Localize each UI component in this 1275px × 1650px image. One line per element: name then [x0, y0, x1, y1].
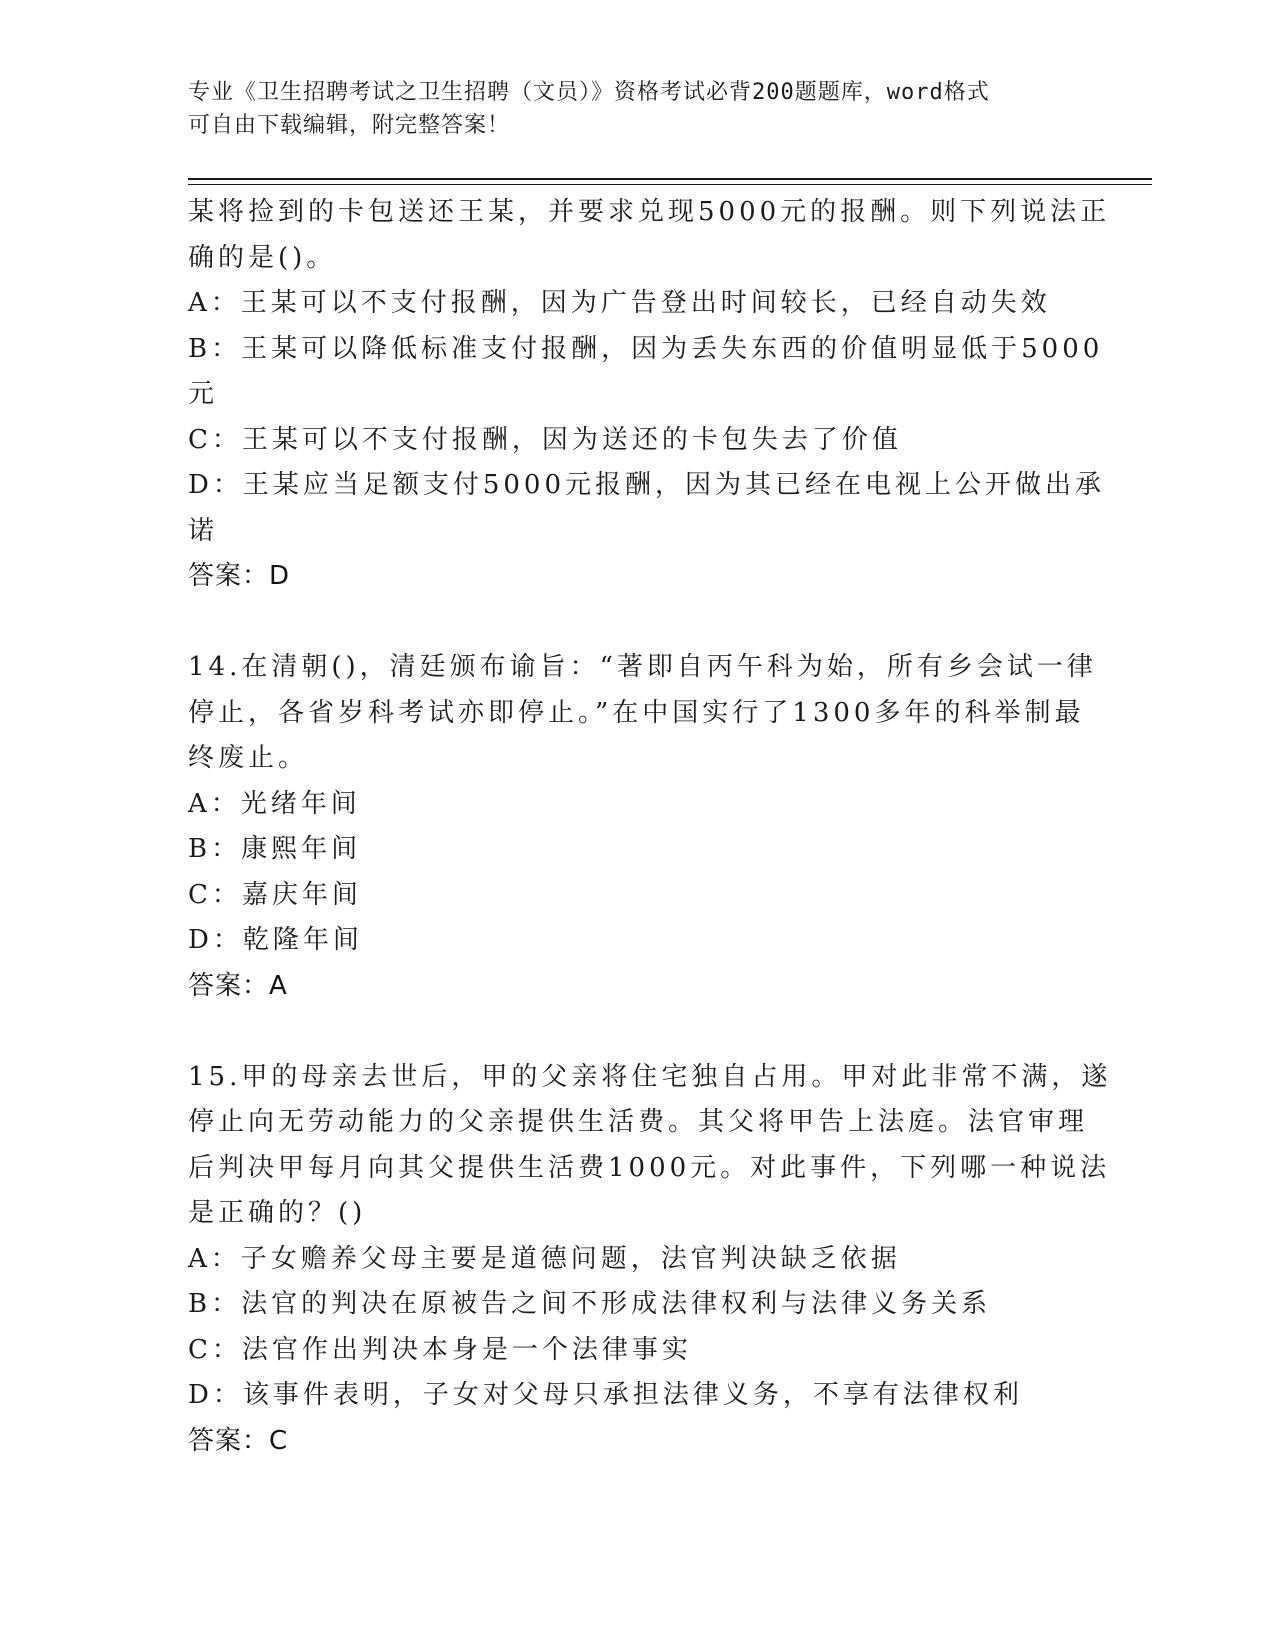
answer-label: 答案：A: [188, 970, 288, 1001]
question-list: [188, 190, 1112, 1464]
document-header: [188, 76, 1078, 142]
header-divider-thin: [188, 184, 1152, 185]
question-stem-line: 后判决甲每月向其父提供生活费1000元。对此事件，下列哪一种说法: [188, 1152, 1111, 1183]
question-15: [188, 1055, 1112, 1465]
option-a: A：子女赡养父母主要是道德问题，法官判决缺乏依据: [188, 1243, 901, 1274]
question-stem-line: 15.甲的母亲去世后，甲的父亲将住宅独自占用。甲对此非常不满，遂: [188, 1061, 1112, 1092]
answer-label: 答案：D: [188, 561, 291, 591]
option-d: D：该事件表明，子女对父母只承担法律义务，不享有法律权利: [188, 1380, 1023, 1410]
question-stem-line: 停止向无劳动能力的父亲提供生活费。其父将甲告上法庭。法官审理: [188, 1107, 1089, 1137]
question-13: [188, 190, 1111, 600]
question-stem-line: 终废止。: [188, 743, 309, 773]
question-spacer: [188, 1009, 1088, 1055]
answer-label: 答案：C: [188, 1425, 289, 1456]
option-d: D：乾隆年间: [188, 925, 363, 955]
option-b: B：康熙年间: [188, 834, 362, 864]
option-b: B：王某可以降低标准支付报酬，因为丢失东西的价值明显低于5000: [188, 333, 1104, 364]
option-d: D：王某应当足额支付5000元报酬，因为其已经在电视上公开做出承: [188, 470, 1106, 500]
question-stem-line: 某将捡到的卡包送还王某，并要求兑现5000元的报酬。则下列说法正: [188, 197, 1111, 227]
question-stem-line: 确的是()。: [188, 242, 337, 273]
header-title-line-2: 可自由下载编辑，附完整答案！: [188, 113, 511, 138]
option-c: C：王某可以不支付报酬，因为送还的卡包失去了价值: [188, 424, 902, 455]
header-divider-thick: [188, 178, 1152, 180]
question-spacer: [188, 600, 1088, 646]
option-b-continued: 元: [188, 379, 219, 409]
header-title-line-1: 专业《卫生招聘考试之卫生招聘（文员）》资格考试必背200题题库，word格式: [188, 80, 990, 105]
option-c: C：嘉庆年间: [188, 879, 362, 910]
option-d-continued: 诺: [188, 515, 219, 546]
question-stem-line: 停止，各省岁科考试亦即停止。”在中国实行了1300多年的科举制最: [188, 697, 1085, 728]
option-c: C：法官作出判决本身是一个法律事实: [188, 1334, 692, 1365]
option-b: B：法官的判决在原被告之间不形成法律权利与法律义务关系: [188, 1289, 992, 1319]
option-a: A：光绪年间: [188, 788, 361, 819]
option-a: A：王某可以不支付报酬，因为广告登出时间较长，已经自动失效: [188, 288, 1051, 318]
question-stem-line: 14.在清朝()，清廷颁布谕旨：“著即自丙午科为始，所有乡会试一律: [188, 652, 1097, 682]
question-14: [188, 645, 1097, 1009]
question-stem-line: 是正确的？(): [188, 1198, 367, 1228]
